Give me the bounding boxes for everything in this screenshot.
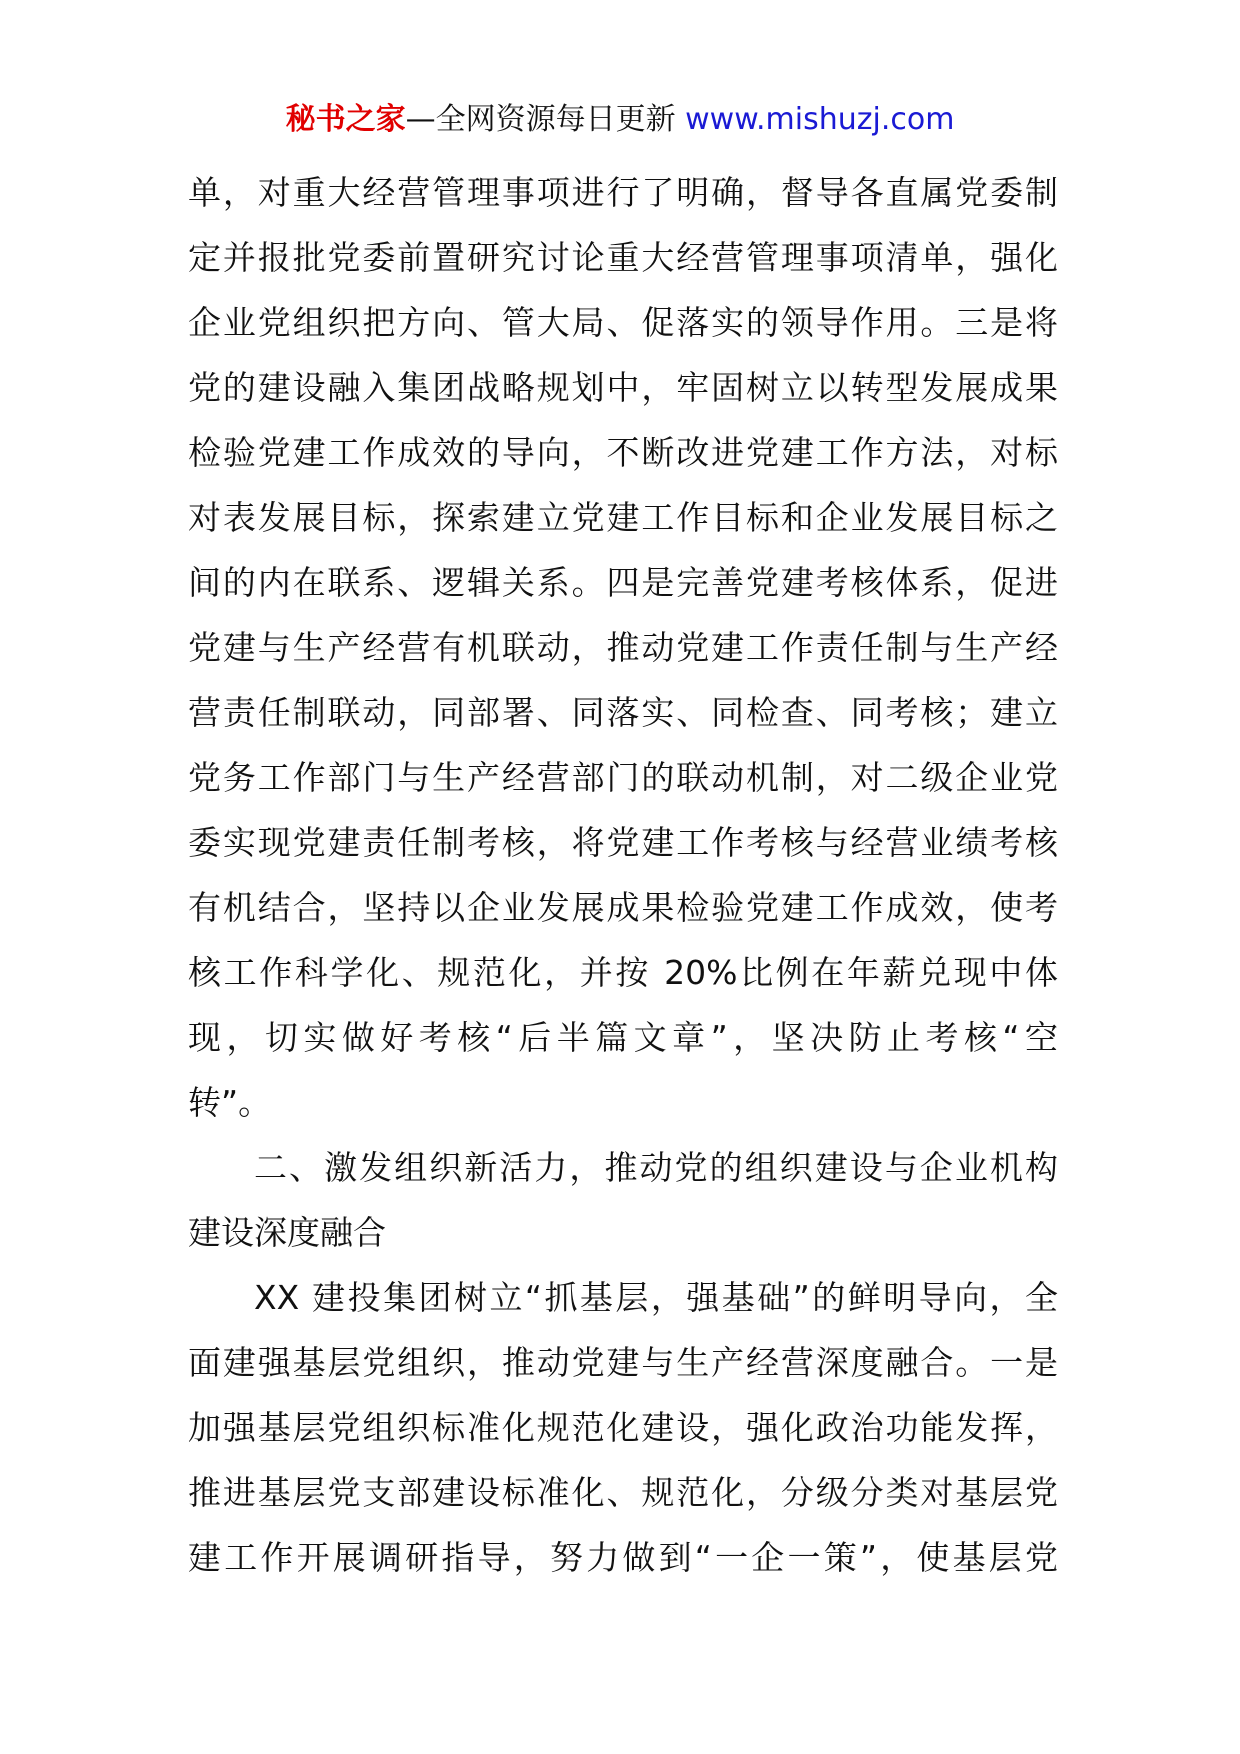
text-line: 党务工作部门与生产经营部门的联动机制，对二级企业党 (188, 758, 1058, 797)
text-line: 间的内在联系、逻辑关系。四是完善党建考核体系，促进 (188, 563, 1058, 602)
text-line: 定并报批党委前置研究讨论重大经营管理事项清单，强化 (188, 238, 1058, 277)
text-line: 党的建设融入集团战略规划中，牢固树立以转型发展成果 (188, 368, 1058, 407)
text-line: 党建与生产经营有机联动，推动党建工作责任制与生产经 (188, 628, 1058, 667)
text-line: 建工作开展调研指导，努力做到“一企一策”，使基层党 (188, 1538, 1058, 1577)
text-line: 核工作科学化、规范化，并按 20%比例在年薪兑现中体 (188, 953, 1058, 992)
text-line: 推进基层党支部建设标准化、规范化，分级分类对基层党 (188, 1473, 1058, 1512)
text-line: 企业党组织把方向、管大局、促落实的领导作用。三是将 (188, 303, 1058, 342)
text-line: 检验党建工作成效的导向，不断改进党建工作方法，对标 (188, 433, 1058, 472)
header-url-link[interactable]: www.mishuzj.com (685, 102, 955, 137)
page-header (0, 100, 1240, 140)
section-heading-end-line: 建设深度融合 (188, 1213, 386, 1252)
text-line: 对表发展目标，探索建立党建工作目标和企业发展目标之 (188, 498, 1058, 537)
header-brand: 秘书之家 (285, 102, 406, 137)
text-line: 单，对重大经营管理事项进行了明确，督导各直属党委制 (188, 173, 1058, 212)
document-body (188, 160, 1058, 1590)
paragraph-start-line: XX 建投集团树立“抓基层，强基础”的鲜明导向，全 (254, 1278, 1058, 1317)
text-line: 有机结合，坚持以企业发展成果检验党建工作成效，使考 (188, 888, 1058, 927)
header-tagline: —全网资源每日更新 (405, 102, 686, 137)
text-line: 营责任制联动，同部署、同落实、同检查、同考核；建立 (188, 693, 1058, 732)
text-line: 面建强基层党组织，推动党建与生产经营深度融合。一是 (188, 1343, 1058, 1382)
text-line: 委实现党建责任制考核，将党建工作考核与经营业绩考核 (188, 823, 1058, 862)
text-line: 加强基层党组织标准化规范化建设，强化政治功能发挥， (188, 1408, 1058, 1447)
text-line: 现，切实做好考核“后半篇文章”，坚决防止考核“空 (188, 1018, 1058, 1057)
section-heading-line: 二、激发组织新活力，推动党的组织建设与企业机构 (254, 1148, 1058, 1187)
paragraph-end-line: 转”。 (188, 1083, 272, 1122)
